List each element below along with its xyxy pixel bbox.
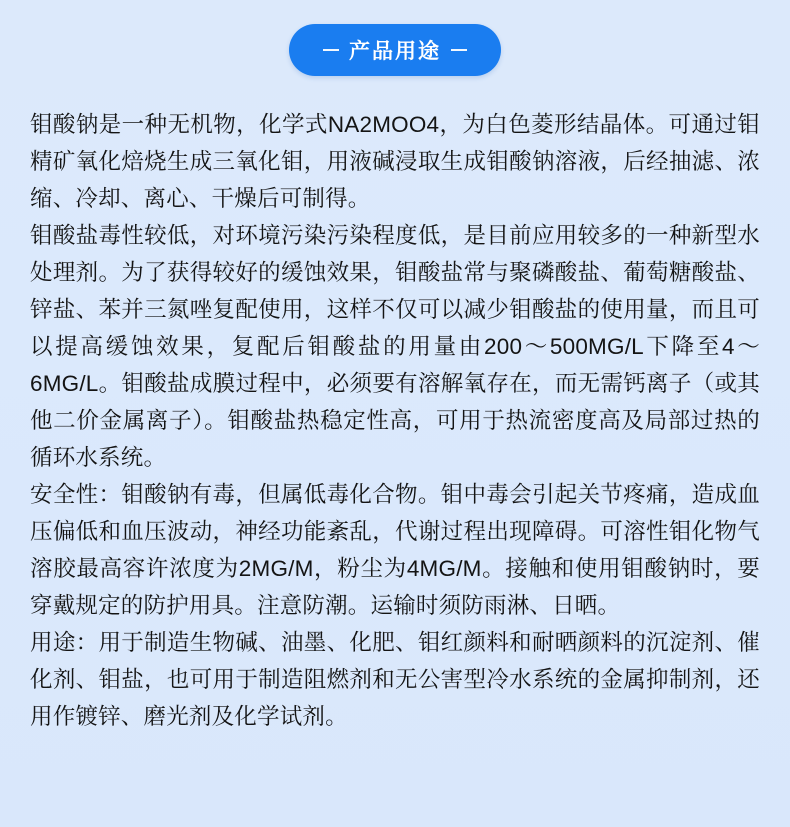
paragraph-properties: 钼酸盐毒性较低，对环境污染污染程度低，是目前应用较多的一种新型水处理剂。为了获得较好的缓蚀效果，钼酸盐常与聚磷酸盐、葡萄糖酸盐、锌盐、苯并三氮唑复配使用，这样不仅可以减少钼酸盐的使用量，而且可以提高缓蚀效果，复配后钼酸盐的用量由200～500MG/L下降至4～6MG/L。钼酸盐成膜过程中，必须要有溶解氧存在，而无需钙离子（或其他二价金属离子）。钼酸盐热稳定性高，可用于热流密度高及局部过热的循环水系统。 xyxy=(30,223,760,470)
body-content xyxy=(0,76,790,735)
dash-left-icon xyxy=(323,49,339,51)
section-title-badge xyxy=(289,24,501,76)
section-title-text: 产品用途 xyxy=(349,40,441,63)
paragraph-intro: 钼酸钠是一种无机物，化学式NA2MOO4，为白色菱形结晶体。可通过钼精矿氧化焙烧生成三氧化钼，用液碱浸取生成钼酸钠溶液，后经抽滤、浓缩、冷却、离心、干燥后可制得。 xyxy=(30,112,760,211)
paragraph-safety: 安全性：钼酸钠有毒，但属低毒化合物。钼中毒会引起关节疼痛，造成血压偏低和血压波动，神经功能紊乱，代谢过程出现障碍。可溶性钼化物气溶胶最高容许浓度为2MG/M，粉尘为4MG/M。接触和使用钼酸钠时，要穿戴规定的防护用具。注意防潮。运输时须防雨淋、日晒。 xyxy=(30,482,760,618)
paragraph-applications: 用途：用于制造生物碱、油墨、化肥、钼红颜料和耐晒颜料的沉淀剂、催化剂、钼盐，也可用于制造阻燃剂和无公害型冷水系统的金属抑制剂，还用作镀锌、磨光剂及化学试剂。 xyxy=(30,630,760,729)
dash-right-icon xyxy=(451,49,467,51)
section-header xyxy=(0,0,790,76)
